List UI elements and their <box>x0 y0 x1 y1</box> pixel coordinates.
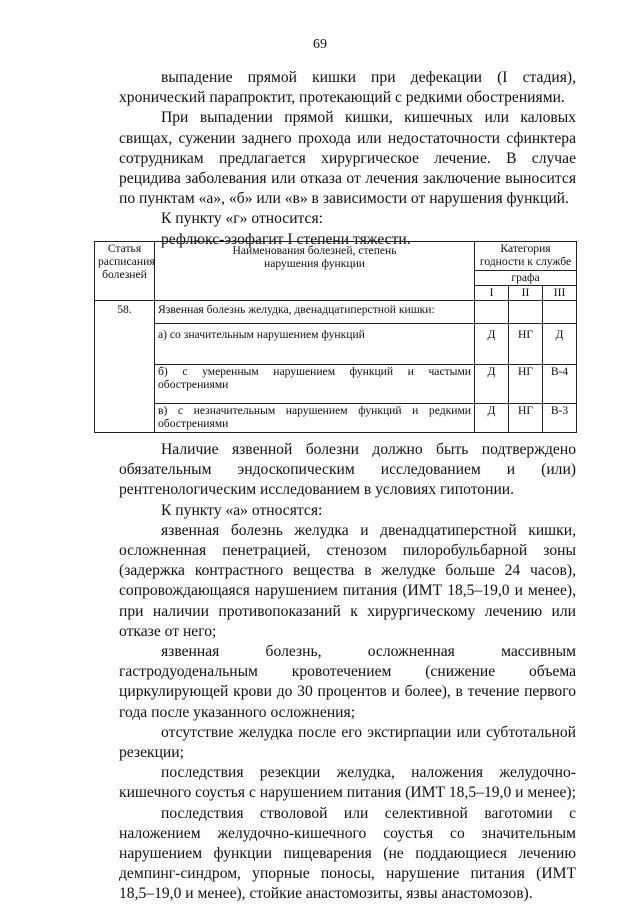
table-row <box>95 365 577 404</box>
header-column-3: III <box>543 285 577 300</box>
item-a-col-3: Д <box>543 324 577 365</box>
article-number: 58. <box>95 301 155 433</box>
paragraph-ulcer-penetration: язвенная болезнь желудка и двенадцатиперстной кишки, осложненная пенетрацией, стенозом пилоробульбарной зоны (задержка контрастного вещества в желудке больше 24 часов), сопровождающаяся нарушением питания (ИМТ 18,5–19,0 и менее), при наличии противопоказаний к хирургическому лечению или отказе от него; <box>119 521 576 640</box>
header-column-2: II <box>509 285 543 300</box>
paragraph-point-a-heading: К пункту «а» относятся: <box>161 501 323 519</box>
header-column-group: графа <box>475 270 577 285</box>
paragraph-confirmation: Наличие язвенной болезни должно быть подтверждено обязательным эндоскопическим исследованием и (или) рентгенологическим исследованием в условиях гипотонии. <box>119 441 576 499</box>
item-b-col-2: НГ <box>509 365 543 404</box>
item-v-col-2: НГ <box>509 404 543 433</box>
table-row <box>95 301 577 324</box>
disease-schedule-table <box>94 241 577 433</box>
paragraph-ulcer-bleeding: язвенная болезнь, осложненная массивным гастродуоденальным кровотечением (снижение объема циркулирующей крови до 30 процентов и более), в течение первого года после указанного осложнения; <box>119 643 576 721</box>
table-header-row <box>95 242 577 271</box>
paragraph-vagotomy: последствия стволовой или селективной ваготомии с наложением желудочно-кишечного соустья со значительным нарушением функции пищеварения (не поддающиеся лечению демпинг-синдром, упорные поносы, нарушение питания (ИМТ 18,5–19,0 и менее), стойкие анастомозиты, язвы анастомозов). <box>119 804 576 903</box>
header-article: Статья расписания болезней <box>95 242 155 301</box>
details-text <box>119 440 576 905</box>
disease-title: Язвенная болезнь желудка, двенадцатиперстной кишки: <box>155 301 475 324</box>
item-b-col-1: Д <box>475 365 509 404</box>
item-a-col-2: НГ <box>509 324 543 365</box>
page-number: 69 <box>313 37 327 52</box>
header-disease-name: Наименования болезней, степень нарушения функции <box>155 242 475 301</box>
item-b-text: б) с умеренным нарушением функций и частыми обострениями <box>158 365 471 391</box>
paragraph-stomach-absence: отсутствие желудка после его экстирпации или субтотальной резекции; <box>119 723 576 762</box>
item-a-text: а) со значительным нарушением функций <box>155 324 475 365</box>
paragraph-reflux: рефлюкс-эзофагит I степени тяжести. <box>161 230 411 248</box>
header-category: Категория годности к службе <box>475 242 577 271</box>
item-v-col-3: В-3 <box>543 404 577 433</box>
item-a-col-1: Д <box>475 324 509 365</box>
paragraph-surgery: При выпадении прямой кишки, кишечных или каловых свищах, сужении заднего прохода или недостаточности сфинктера сотрудникам предлагается хирургическое лечение. В случае рецидива заболевания или отказа от лечения заключение выносится по пунктам «а», «б» или «в» в зависимости от нарушения функций. <box>119 109 576 208</box>
item-v-text: в) с незначительным нарушением функций и редкими обострениями <box>158 404 471 430</box>
paragraph-resection: последствия резекции желудка, наложения желудочно-кишечного соустья с нарушением питания (ИМТ 18,5–19,0 и менее); <box>119 764 576 802</box>
item-b-col-3: В-4 <box>543 365 577 404</box>
paragraph-point-g-heading: К пункту «г» относится: <box>161 210 323 228</box>
intro-text <box>119 68 576 250</box>
item-v-col-1: Д <box>475 404 509 433</box>
table-row <box>95 404 577 433</box>
header-column-1: I <box>475 285 509 300</box>
table-row <box>95 324 577 365</box>
paragraph-prolapse: выпадение прямой кишки при дефекации (I стадия), хронический парапроктит, протекающий с редкими обострениями. <box>119 69 576 107</box>
